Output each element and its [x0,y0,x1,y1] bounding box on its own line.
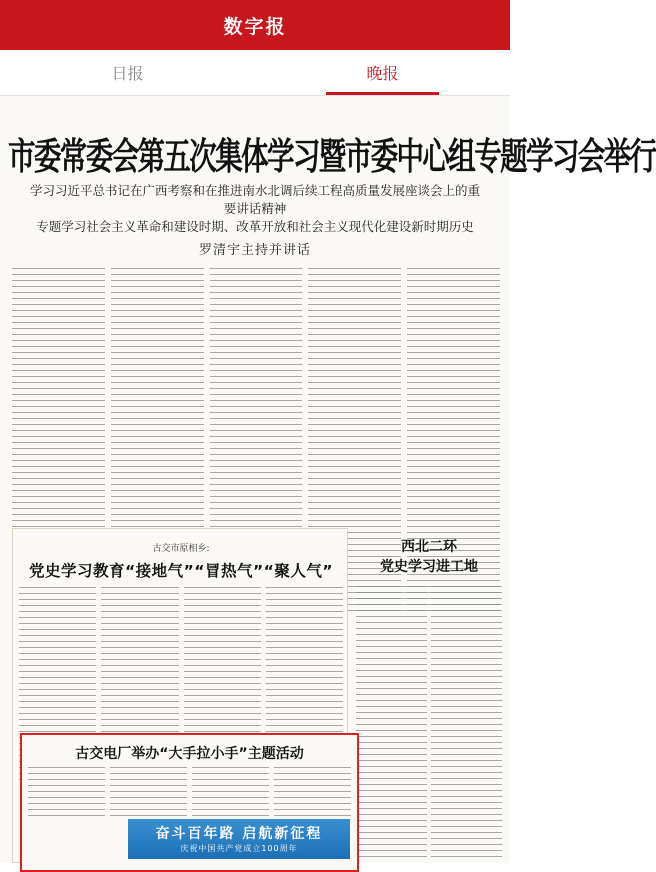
article-side-ring-road[interactable] [354,528,504,863]
banner-main-text: 奋斗百年路 启航新征程 [155,826,323,842]
text-column [274,765,351,817]
side-body [356,584,502,859]
highlighted-article[interactable] [20,733,359,872]
centenary-banner [128,819,350,859]
text-column [110,765,187,817]
highlight-body [28,765,351,817]
side-title-1: 西北二环 [401,539,457,555]
tab-daily[interactable]: 日报 [111,64,144,83]
text-column [431,584,502,859]
side-title-2: 党史学习进工地 [380,559,478,575]
app-header [0,0,510,50]
tab-evening[interactable]: 晚报 [255,50,510,95]
subhead[interactable] [30,182,480,236]
subhead-line-2: 专题学习社会主义革命和建设时期、改革开放和社会主义现代化建设新时期历史 [36,219,474,234]
box-prefix: 古交市原相乡: [152,544,210,554]
box-title: 党史学习教育“接地气”“冒热气”“聚人气” [28,562,334,580]
text-column [28,765,105,817]
banner-sub-text: 庆祝中国共产党成立100周年 [180,844,298,853]
app-title: 数字报 [223,15,287,38]
highlight-title: 古交电厂举办“大手拉小手”主题活动 [75,746,304,762]
subhead-line-1: 学习习近平总书记在广西考察和在推进南水北调后续工程高质量发展座谈会上的重要讲话精神 [30,183,481,216]
host-line: 罗清宇主持并讲话 [198,243,311,258]
headline[interactable]: 市委常委会第五次集体学习暨市委中心组专题学习会举行 [8,135,656,179]
text-column [192,765,269,817]
text-column [356,584,427,859]
edition-tabs [0,50,510,96]
